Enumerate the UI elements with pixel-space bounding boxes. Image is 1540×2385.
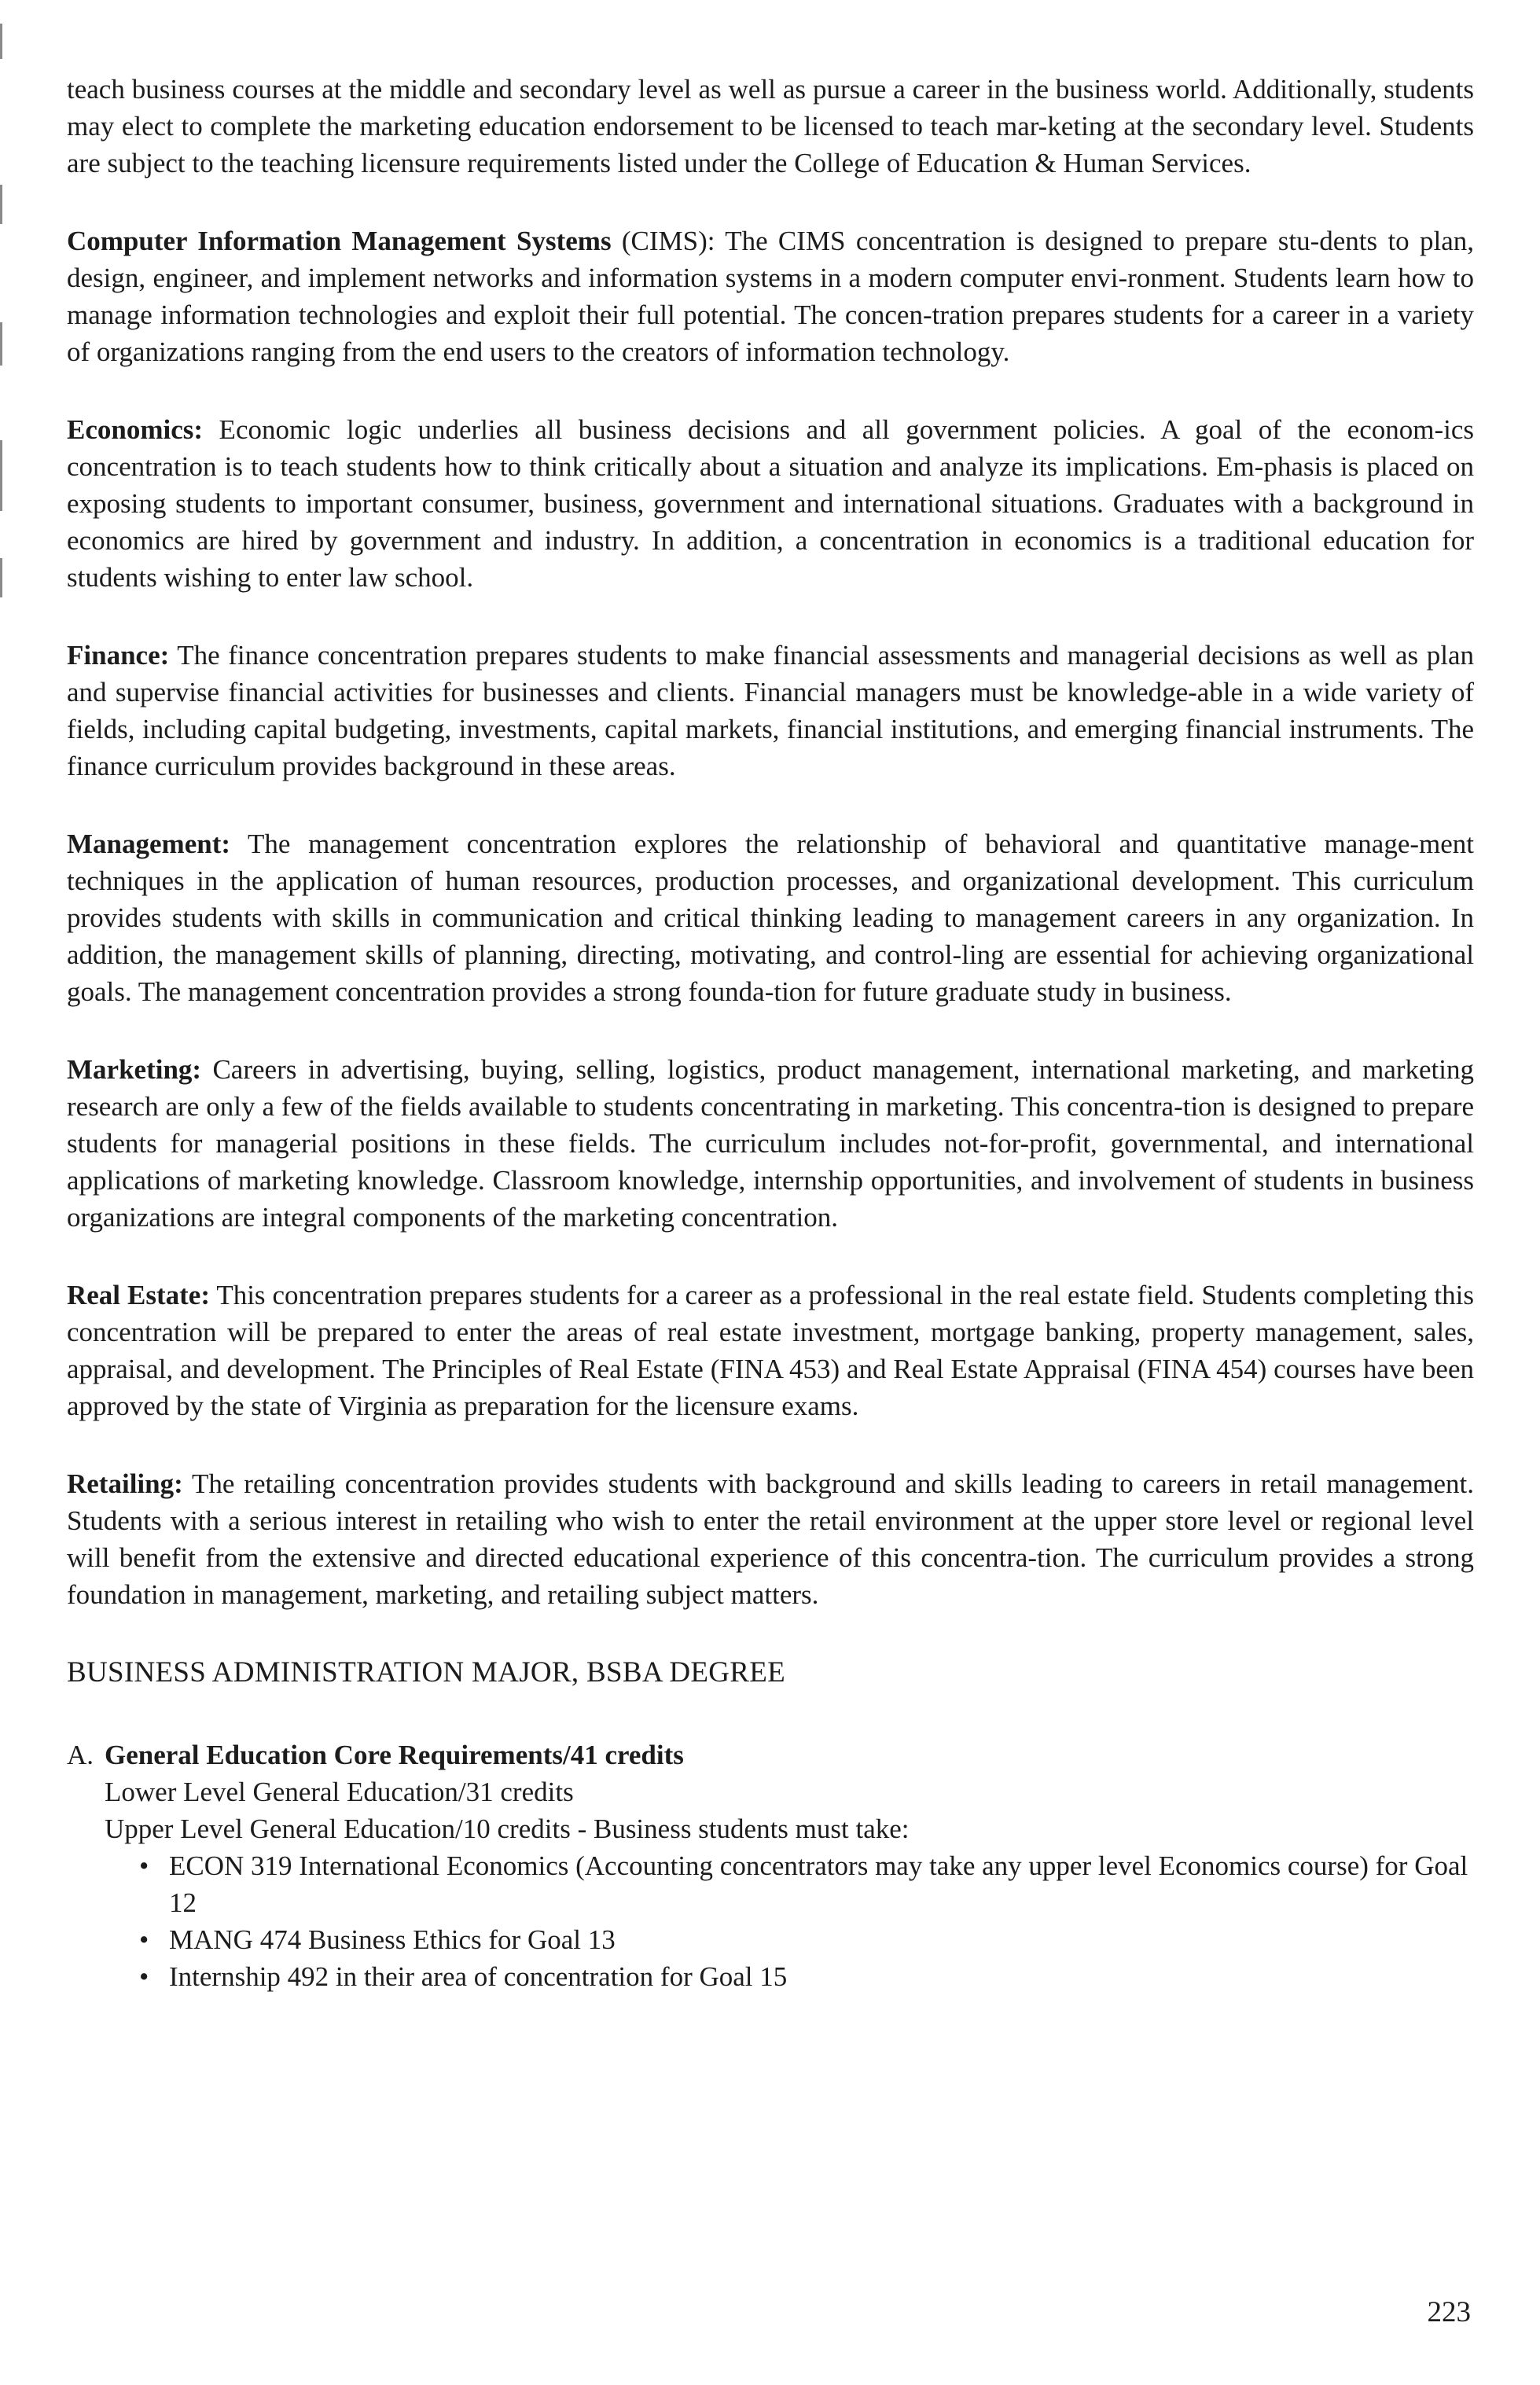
section-heading: BUSINESS ADMINISTRATION MAJOR, BSBA DEGREE — [67, 1656, 786, 1689]
concentration-term: Real Estate: — [67, 1280, 210, 1310]
concentration-term: Marketing: — [67, 1054, 202, 1085]
concentration-term: Computer Information Management Systems — [67, 226, 612, 256]
paragraph-text: teach business courses at the middle and secondary level as well as pursue a career in the business world. Additionally, students may elect to complete the marketing education endorsement to be licensed to teach mar-keting at the secondary level. Students are subject to the teaching licensure requirements listed under the College of Education & Human Services. — [67, 74, 1474, 178]
concentration-marketing — [67, 1051, 1474, 1236]
list-item — [136, 1958, 1474, 1995]
bullet-icon: • — [139, 1850, 149, 1881]
concentration-economics — [67, 411, 1474, 596]
requirement-letter: A. — [67, 1740, 94, 1770]
requirement-title-row — [67, 1736, 1474, 1773]
requirement-line: Upper Level General Education/10 credits - Business students must take: — [105, 1814, 910, 1844]
list-item-text: ECON 319 International Economics (Accounting concentrators may take any upper level Economics course) for Goal 12 — [169, 1850, 1468, 1918]
page-number: 223 — [1427, 2296, 1471, 2328]
concentration-description: This concentration prepares students for a career as a professional in the real estate field. Students completing this concentration will be prepared to enter the areas of real estate investment, mortgage banking, property management, sales, appraisal, and development. The Principles of Real Estate (FINA 453) and Real Estate Appraisal (FINA 454) courses have been approved by the state of Virginia as preparation for the licensure exams. — [67, 1280, 1474, 1421]
concentration-term: Finance: — [67, 640, 170, 671]
list-item-text: MANG 474 Business Ethics for Goal 13 — [169, 1924, 616, 1955]
concentration-management — [67, 825, 1474, 1010]
concentration-term: Economics: — [67, 414, 204, 445]
concentration-retailing — [67, 1465, 1474, 1613]
requirement-title: General Education Core Requirements/41 credits — [105, 1740, 684, 1770]
scan-edge-mark — [0, 24, 2, 59]
concentration-description: Careers in advertising, buying, selling, logistics, product management, international marketing, and marketing research are only a few of the fields available to students concentrating in marketing. This concentra-tion is designed to prepare students for managerial positions in these fields. The curriculum includes not-for-profit, governmental, and international applications of marketing knowledge. Classroom knowledge, internship opportunities, and involvement of students in business organizations are integral components of the marketing concentration. — [67, 1054, 1474, 1233]
requirement-bullet-list — [67, 1847, 1474, 1995]
list-item — [136, 1921, 1474, 1958]
concentration-description: The management concentration explores the relationship of behavioral and quantitative manage-ment techniques in the application of human resources, production processes, and organizational development. This curriculum provides students with skills in communication and critical thinking leading to management careers in any organization. In addition, the management skills of planning, directing, motivating, and control-ling are essential for achieving organizational goals. The management concentration provides a strong founda-tion for future graduate study in business. — [67, 829, 1474, 1007]
concentration-term: Retailing: — [67, 1468, 183, 1499]
document-page — [67, 71, 1474, 1995]
concentration-description: (CIMS): The CIMS concentration is designed to prepare stu-dents to plan, design, engineer, and implement networks and information systems in a modern computer envi-ronment. Students learn how to manage information technologies and exploit their full potential. The concen-tration prepares students for a career in a variety of organizations ranging from the end users to the creators of information technology. — [67, 226, 1474, 367]
intro-paragraph — [67, 71, 1474, 182]
list-item — [136, 1847, 1474, 1921]
concentration-description: The retailing concentration provides students with background and skills leading to careers in retail management. Students with a serious interest in retailing who wish to enter the retail environment at the upper store level or regional level will benefit from the extensive and directed educational experience of this concentra-tion. The curriculum provides a strong foundation in management, marketing, and retailing subject matters. — [67, 1468, 1474, 1610]
scan-edge-mark — [0, 185, 2, 224]
concentration-cims — [67, 222, 1474, 370]
requirement-block — [67, 1736, 1474, 1995]
concentration-finance — [67, 637, 1474, 785]
scan-edge-mark — [0, 440, 2, 511]
concentration-description: Economic logic underlies all business decisions and all government policies. A goal of the econom-ics concentration is to teach students how to think critically about a situation and analyze its implications. Em-phasis is placed on exposing students to important consumer, business, government and international situations. Graduates with a background in economics are hired by government and industry. In addition, a concentration in economics is a traditional education for students wishing to enter law school. — [67, 414, 1474, 593]
requirement-line: Lower Level General Education/31 credits — [105, 1777, 574, 1807]
bullet-icon: • — [139, 1924, 149, 1955]
bullet-icon: • — [139, 1961, 149, 1992]
scan-edge-mark — [0, 322, 2, 366]
scan-edge-mark — [0, 558, 2, 597]
concentration-description: The finance concentration prepares students to make financial assessments and managerial decisions as well as plan and supervise financial activities for businesses and clients. Financial managers must be knowledge-able in a wide variety of fields, including capital budgeting, investments, capital markets, financial institutions, and emerging financial instruments. The finance curriculum provides background in these areas. — [67, 640, 1474, 781]
concentration-real-estate — [67, 1277, 1474, 1424]
concentration-term: Management: — [67, 829, 231, 859]
list-item-text: Internship 492 in their area of concentration for Goal 15 — [169, 1961, 788, 1992]
